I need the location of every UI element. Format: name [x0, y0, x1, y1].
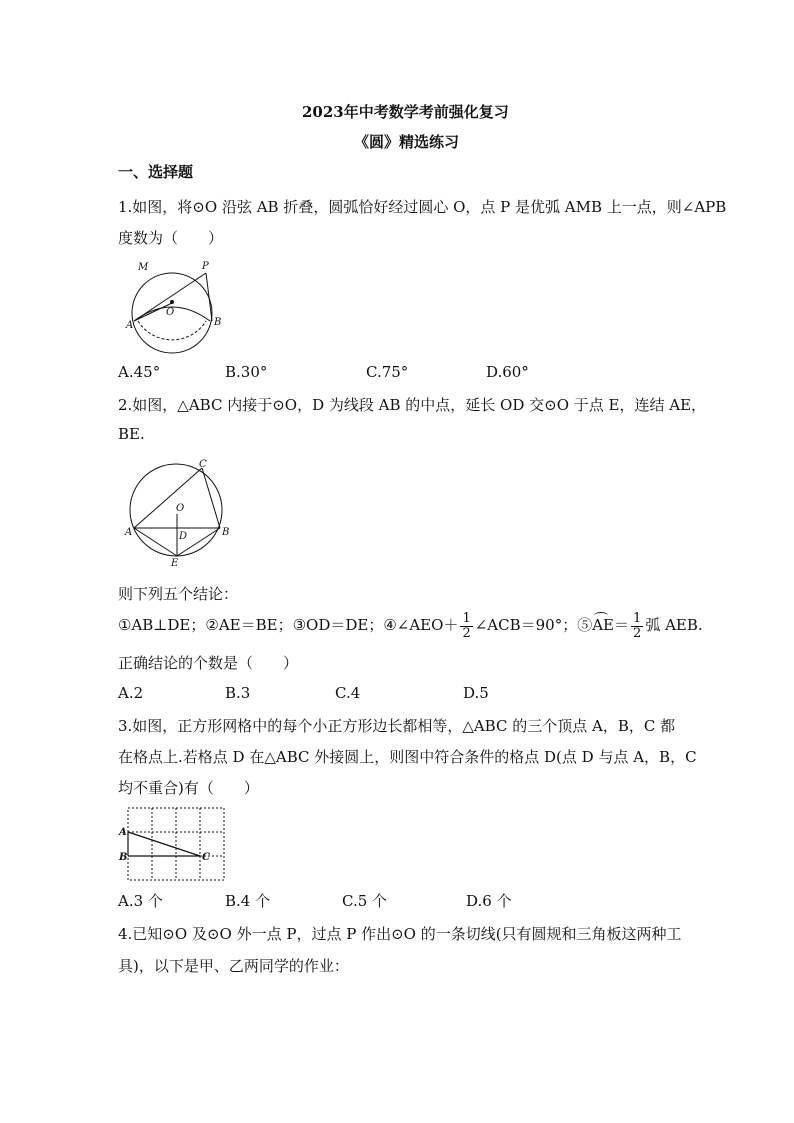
q1-option-c: C.75° — [366, 363, 409, 381]
fraction-half-2: $\frac{1}{2}$ — [633, 610, 642, 641]
q1-label-O: O — [166, 307, 175, 318]
page-subtitle: 《圆》精选练习 — [354, 133, 460, 151]
q2-text-line3: 则下列五个结论： — [118, 585, 239, 603]
q2-label-O: O — [176, 503, 185, 514]
q1-option-d: D.60° — [486, 363, 529, 381]
q3-option-d: D.6 个 — [466, 892, 512, 910]
q2-label-E: E — [171, 558, 179, 569]
page-title: 2023年中考数学考前强化复习 — [302, 103, 509, 121]
q4-text-line2: 具)，以下是甲、乙两同学的作业： — [118, 957, 349, 975]
q3-option-b: B.4 个 — [225, 892, 271, 910]
q2-conclusions — [118, 608, 703, 642]
q3-option-a: A.3 个 — [118, 892, 163, 910]
q3-option-c: C.5 个 — [342, 892, 388, 910]
q2-option-c: C.4 — [335, 684, 361, 702]
q2-option-a: A.2 — [118, 684, 144, 702]
q2-text-line4: 正确结论的个数是（ ） — [118, 654, 299, 672]
q2-text-line2: BE. — [118, 425, 145, 443]
q3-text-line3: 均不重合)有（ ） — [118, 779, 259, 797]
q1-label-M: M — [138, 262, 149, 273]
arc-mark-icon — [594, 612, 608, 619]
q3-label-C: C — [202, 852, 210, 863]
q1-label-P: P — [202, 261, 209, 272]
q1-label-B: B — [214, 317, 222, 328]
q2-option-d: D.5 — [463, 684, 489, 702]
q3-label-A: A — [119, 827, 127, 838]
q2-conclusions-part2: ∠ACB＝90°；⑤ — [474, 616, 593, 634]
fraction-half-1: $\frac{1}{2}$ — [462, 610, 471, 641]
q1-text-line2: 度数为（ ） — [118, 229, 224, 247]
section-title: 一、选择题 — [118, 163, 194, 181]
q2-label-A: A — [125, 527, 133, 538]
q2-conclusions-part3: ＝ — [614, 616, 630, 634]
q2-label-C: C — [199, 459, 207, 470]
q1-option-b: B.30° — [225, 363, 268, 381]
q2-label-B: B — [222, 527, 230, 538]
q2-label-D: D — [179, 531, 188, 542]
q2-conclusions-part1: ①AB⊥DE；②AE＝BE；③OD＝DE；④∠AEO＋ — [118, 616, 459, 634]
q3-text-line1: 3.如图，正方形网格中的每个小正方形边长都相等，△ABC 的三个顶点 A，B，C 都 — [118, 717, 676, 735]
q2-figure — [124, 458, 234, 573]
q3-figure — [118, 804, 218, 884]
arc-ae: AE — [592, 608, 614, 642]
q1-text-line1: 1.如图，将⊙O 沿弦 AB 折叠，圆弧恰好经过圆心 O，点 P 是优弧 AMB 上一点，则∠APB — [118, 198, 727, 216]
q1-figure — [120, 255, 240, 355]
q2-conclusions-part4: 弧 AEB. — [645, 616, 703, 634]
q1-option-a: A.45° — [118, 363, 161, 381]
q4-text-line1: 4.已知⊙O 及⊙O 外一点 P，过点 P 作出⊙O 的一条切线(只有圆规和三角板这两种工 — [118, 925, 682, 943]
q3-text-line2: 在格点上.若格点 D 在△ABC 外接圆上，则图中符合条件的格点 D(点 D 与点 A，B，C — [118, 748, 697, 766]
q2-text-line1: 2.如图，△ABC 内接于⊙O，D 为线段 AB 的中点，延长 OD 交⊙O 于点 E，连结 AE， — [118, 396, 707, 414]
q3-label-B: B — [119, 852, 128, 863]
q1-label-A: A — [126, 320, 134, 331]
q2-option-b: B.3 — [225, 684, 251, 702]
